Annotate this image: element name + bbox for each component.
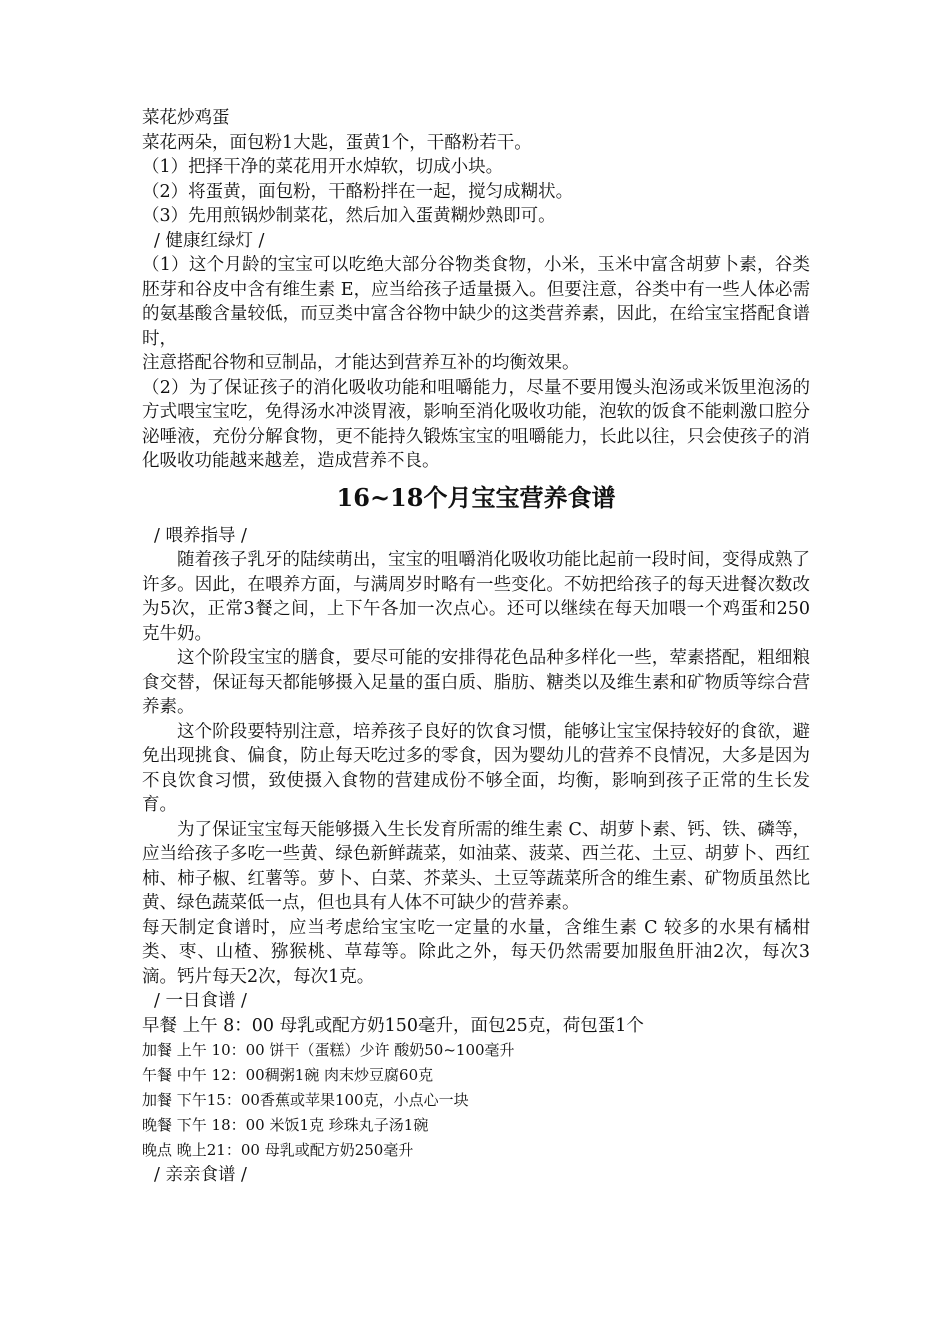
feeding-tail: 每天制定食谱时，应当考虑给宝宝吃一定量的水量，含维生素 C 较多的水果有橘柑类、枣、山楂、猕猴桃、草莓等。除此之外，每天仍然需要加服鱼肝油2次，每次3滴。钙片每天2次，每次1克。 bbox=[142, 917, 810, 987]
feeding-header: / 喂养指导 / bbox=[154, 525, 247, 546]
menu-item: 晚餐 下午 18：00 米饭1克 珍珠丸子汤1碗 bbox=[142, 1116, 429, 1134]
health-item-1-continued: 注意搭配谷物和豆制品，才能达到营养互补的均衡效果。 bbox=[142, 353, 580, 373]
recipe-ingredients: 菜花两朵，面包粉1大匙，蛋黄1个，干酪粉若干。 bbox=[142, 132, 532, 153]
menu-breakfast: 早餐 上午 8：00 母乳或配方奶150毫升，面包25克，荷包蛋1个 bbox=[142, 1015, 644, 1036]
menu-item: 晚点 晚上21：00 母乳或配方奶250毫升 bbox=[142, 1141, 414, 1159]
feeding-paragraph: 这个阶段宝宝的膳食，要尽可能的安排得花色品种多样化一些，荤素搭配，粗细粮食交替，保证每天都能够摄入足量的蛋白质、脂肪、糖类以及维生素和矿物质等综合营养素。 bbox=[142, 648, 810, 717]
recipe-step: （3）先用煎锅炒制菜花，然后加入蛋黄糊炒熟即可。 bbox=[142, 206, 556, 226]
document-page bbox=[142, 106, 810, 1188]
menu-item: 午餐 中午 12：00稠粥1碗 肉末炒豆腐60克 bbox=[142, 1066, 434, 1084]
feeding-paragraph: 随着孩子乳牙的陆续萌出，宝宝的咀嚼消化吸收功能比起前一段时间，变得成熟了许多。因此，在喂养方面，与满周岁时略有一些变化。不妨把给孩子的每天进餐次数改为5次，正常3餐之间，上下午各加一次点心。还可以继续在每天加喂一个鸡蛋和250克牛奶。 bbox=[142, 550, 810, 644]
main-heading: 16~18个月宝宝营养食谱 bbox=[336, 482, 616, 512]
menu-item: 加餐 下午15：00香蕉或苹果100克，小点心一块 bbox=[142, 1091, 469, 1109]
feeding-paragraph: 为了保证宝宝每天能够摄入生长发育所需的维生素 C、胡萝卜素、钙、铁、磷等，应当给孩子多吃一些黄、绿色新鲜蔬菜，如油菜、菠菜、西兰花、土豆、胡萝卜、西红柿、柿子椒、红薯等。萝卜、白菜、芥菜头、土豆等蔬菜所含的维生素、矿物质虽然比黄、绿色蔬菜低一点，但也具有人体不可缺少的营养素。 bbox=[142, 819, 810, 913]
recipe-step: （2）将蛋黄，面包粉，干酪粉拌在一起，搅匀成糊状。 bbox=[142, 181, 574, 202]
recipe-title: 菜花炒鸡蛋 bbox=[142, 108, 230, 128]
health-item-2: （2）为了保证孩子的消化吸收功能和咀嚼能力，尽量不要用馒头泡汤或米饭里泡汤的方式喂宝宝吃，免得汤水冲淡胃液，影响至消化吸收功能，泡软的饭食不能刺激口腔分泌唾液，充份分解食物，更不能持久锻炼宝宝的咀嚼能力，长此以往，只会使孩子的消化吸收功能越来越差，造成营养不良。 bbox=[142, 377, 810, 471]
health-item-1: （1）这个月龄的宝宝可以吃绝大部分谷物类食物，小米，玉米中富含胡萝卜素，谷类胚芽和谷皮中含有维生素 E，应当给孩子适量摄入。但要注意，谷类中有一些人体必需的氨基酸含量较低，而豆类中富含谷物中缺少的这类营养素，因此，在给宝宝搭配食谱时， bbox=[142, 255, 810, 349]
recipe-step: （1）把择干净的菜花用开水焯软，切成小块。 bbox=[142, 157, 504, 177]
daily-menu-header: / 一日食谱 / bbox=[154, 991, 247, 1011]
recipes-header: / 亲亲食谱 / bbox=[154, 1165, 247, 1185]
menu-item: 加餐 上午 10：00 饼干（蛋糕）少许 酸奶50~100毫升 bbox=[142, 1041, 515, 1059]
health-section-header: / 健康红绿灯 / bbox=[154, 230, 265, 251]
feeding-paragraph: 这个阶段要特别注意，培养孩子良好的饮食习惯，能够让宝宝保持较好的食欲，避免出现挑食、偏食，防止每天吃过多的零食，因为婴幼儿的营养不良情况，大多是因为不良饮食习惯，致使摄入食物的营建成份不够全面，均衡，影响到孩子正常的生长发育。 bbox=[142, 721, 810, 815]
